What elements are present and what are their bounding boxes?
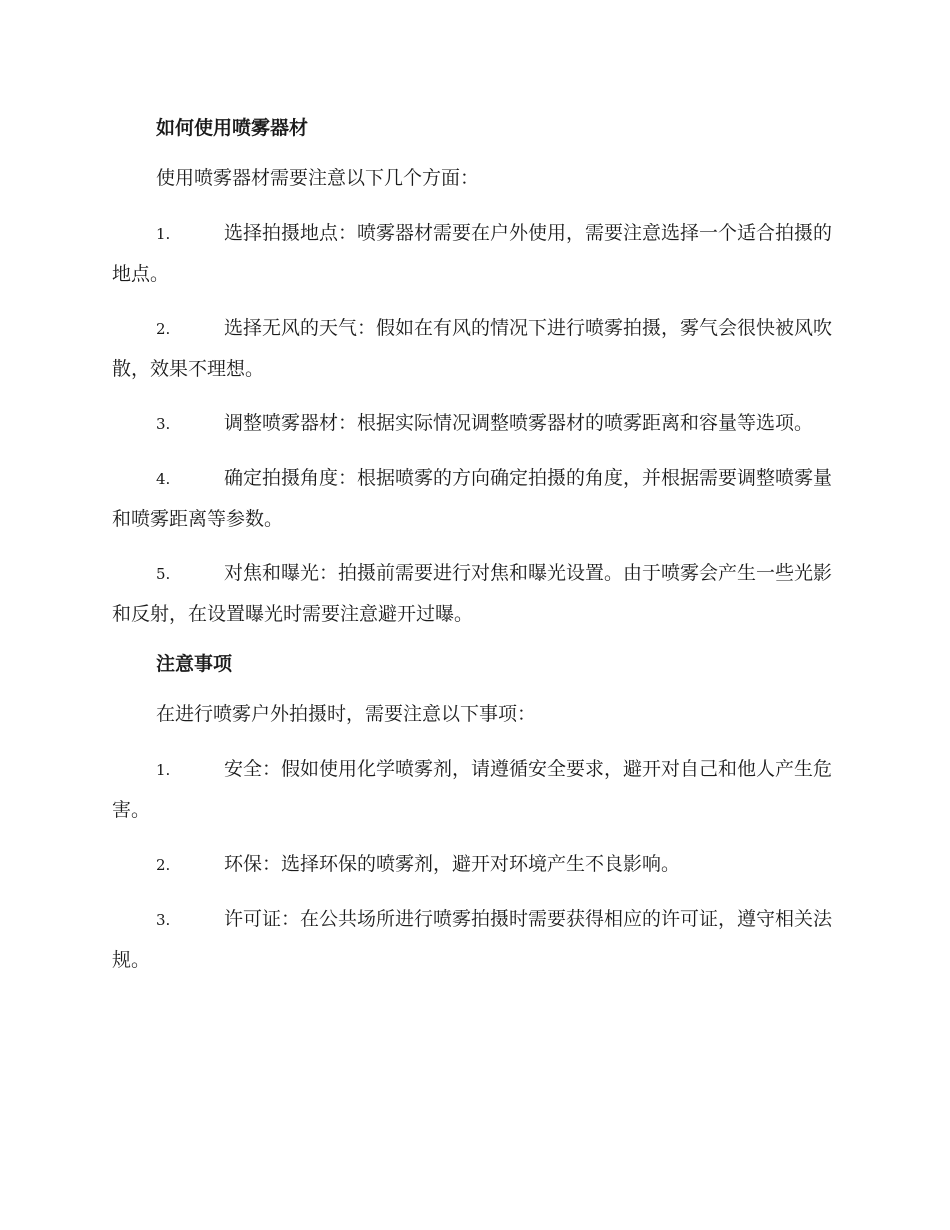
list-item-number: 5. <box>156 565 171 583</box>
list-item-text: 环保：选择环保的喷雾剂，避开对环境产生不良影响。 <box>224 853 681 875</box>
list-item-number: 1. <box>156 761 171 779</box>
list-item <box>112 844 832 885</box>
list-item <box>112 403 832 444</box>
list-item-number: 2. <box>156 320 171 338</box>
list-item <box>112 308 832 389</box>
list-item-text: 确定拍摄角度：根据喷雾的方向确定拍摄的角度，并根据需要调整喷雾量和喷雾距离等参数。 <box>112 467 833 530</box>
list-item-text: 选择拍摄地点：喷雾器材需要在户外使用，需要注意选择一个适合拍摄的地点。 <box>112 222 833 285</box>
list-item-number: 4. <box>156 470 171 488</box>
section-intro-notes: 在进行喷雾户外拍摄时，需要注意以下事项： <box>156 703 537 725</box>
section-heading-notes: 注意事项 <box>156 653 233 675</box>
list-item <box>112 749 832 830</box>
document-body <box>112 112 832 994</box>
list-item-text: 安全：假如使用化学喷雾剂，请遵循安全要求，避开对自己和他人产生危害。 <box>112 758 833 821</box>
list-item-number: 1. <box>156 225 171 243</box>
list-item-text: 对焦和曝光：拍摄前需要进行对焦和曝光设置。由于喷雾会产生一些光影和反射，在设置曝光时需要注意避开过曝。 <box>112 562 833 625</box>
list-item-text: 许可证：在公共场所进行喷雾拍摄时需要获得相应的许可证，遵守相关法规。 <box>112 908 833 971</box>
list-item-number: 3. <box>156 415 171 433</box>
list-item <box>112 213 832 294</box>
list-item-number: 2. <box>156 856 171 874</box>
list-item-text: 调整喷雾器材：根据实际情况调整喷雾器材的喷雾距离和容量等选项。 <box>224 412 814 434</box>
list-item <box>112 458 832 539</box>
section-intro-usage: 使用喷雾器材需要注意以下几个方面： <box>156 167 480 189</box>
list-item-number: 3. <box>156 911 171 929</box>
list-item <box>112 899 832 980</box>
list-item-text: 选择无风的天气：假如在有风的情况下进行喷雾拍摄，雾气会很快被风吹散，效果不理想。 <box>112 317 833 380</box>
section-heading-usage: 如何使用喷雾器材 <box>156 117 309 139</box>
list-item <box>112 553 832 634</box>
